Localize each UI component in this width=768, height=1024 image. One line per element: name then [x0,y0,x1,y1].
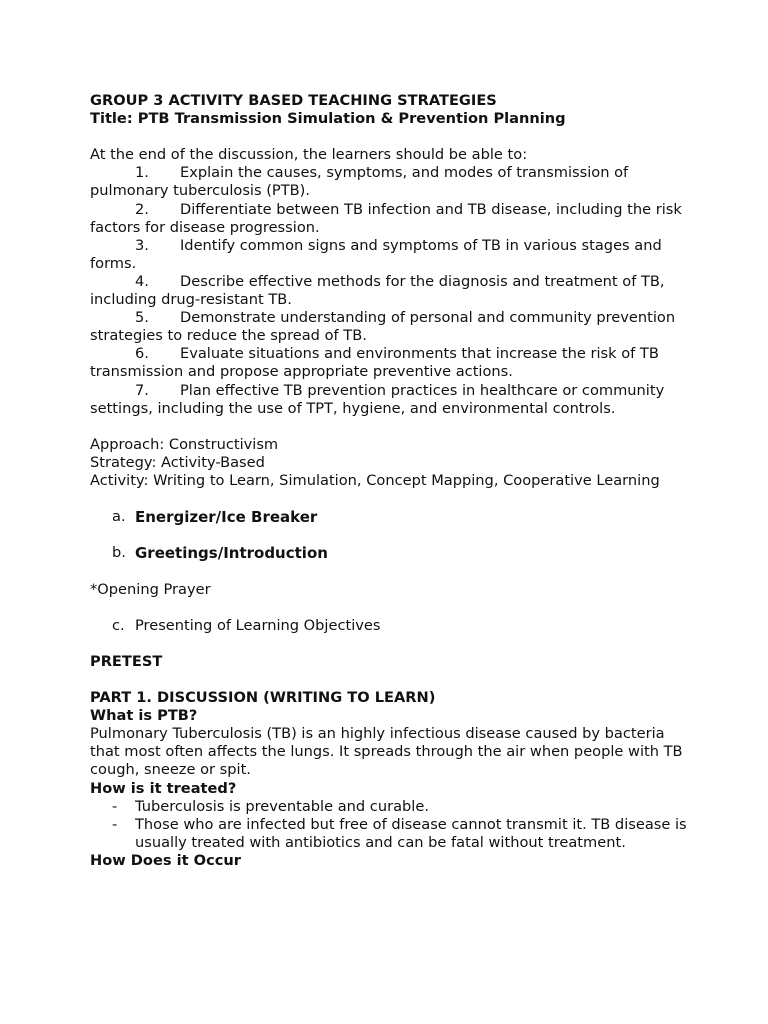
objective-number: 4. [135,272,149,290]
pretest-heading: PRETEST [90,652,163,670]
how-occur-heading: How Does it Occur [90,851,241,869]
step-label: Greetings/Introduction [135,544,328,563]
bullet-dash: - [112,797,118,815]
opening-prayer: *Opening Prayer [90,580,211,598]
objective-number: 6. [135,345,149,363]
objective-text: Plan effective TB prevention practices in healthcare or community settings, including the use of TPT, hygiene, and environmental controls. [90,381,665,417]
objective-number: 3. [135,236,149,254]
objective-item [90,309,690,345]
step-b [90,544,690,562]
objective-number: 2. [135,200,149,218]
list-item [90,816,690,852]
step-c [90,617,690,635]
approach-line: Approach: Constructivism [90,435,279,453]
group-heading: GROUP 3 ACTIVITY BASED TEACHING STRATEGIES [90,92,497,109]
part1-heading: PART 1. DISCUSSION (WRITING TO LEARN) [90,689,436,707]
objective-text: Evaluate situations and environments that increase the risk of TB transmission and propose appropriate preventive actions. [90,345,659,381]
activity-line: Activity: Writing to Learn, Simulation, Concept Mapping, Cooperative Learning [90,471,660,489]
objective-item [90,273,690,309]
document-title: Title: PTB Transmission Simulation & Prevention Planning [90,110,566,128]
objective-number: 5. [135,309,149,327]
objective-text: Explain the causes, symptoms, and modes of transmission of pulmonary tuberculosis (PTB). [90,164,629,200]
step-a [90,508,690,526]
list-item-text: Tuberculosis is preventable and curable. [135,797,429,815]
step-label: Presenting of Learning Objectives [135,616,381,634]
step-label: Energizer/Ice Breaker [135,508,318,527]
objective-text: Differentiate between TB infection and TB disease, including the risk factors for disease progression. [90,200,682,236]
objectives-intro: At the end of the discussion, the learners should be able to: [90,146,528,164]
how-treated-heading: How is it treated? [90,779,237,797]
objective-text: Describe effective methods for the diagnosis and treatment of TB, including drug-resistant TB. [90,272,665,309]
objective-item [90,164,690,200]
objective-text: Demonstrate understanding of personal and community prevention strategies to reduce the spread of TB. [90,309,676,345]
objective-item [90,382,690,418]
objective-text: Identify common signs and symptoms of TB in various stages and forms. [90,236,662,272]
what-is-ptb-heading: What is PTB? [90,707,198,725]
objective-item [90,201,690,237]
step-marker: a. [112,508,126,526]
what-is-ptb-text: Pulmonary Tuberculosis (TB) is an highly infectious disease caused by bacteria that most often affects the lungs. It spreads through the air when people with TB cough, sneeze or spit. [90,725,683,779]
bullet-dash: - [112,815,118,833]
step-marker: c. [112,616,125,634]
strategy-line: Strategy: Activity-Based [90,453,265,471]
objective-item [90,237,690,273]
objective-number: 1. [135,164,149,182]
step-marker: b. [112,544,126,562]
list-item-text: Those who are infected but free of disease cannot transmit it. TB disease is usually treated with antibiotics and can be fatal without treatment. [135,815,687,851]
objective-number: 7. [135,381,149,399]
document-page [90,92,690,870]
objective-item [90,345,690,381]
list-item [90,798,690,816]
